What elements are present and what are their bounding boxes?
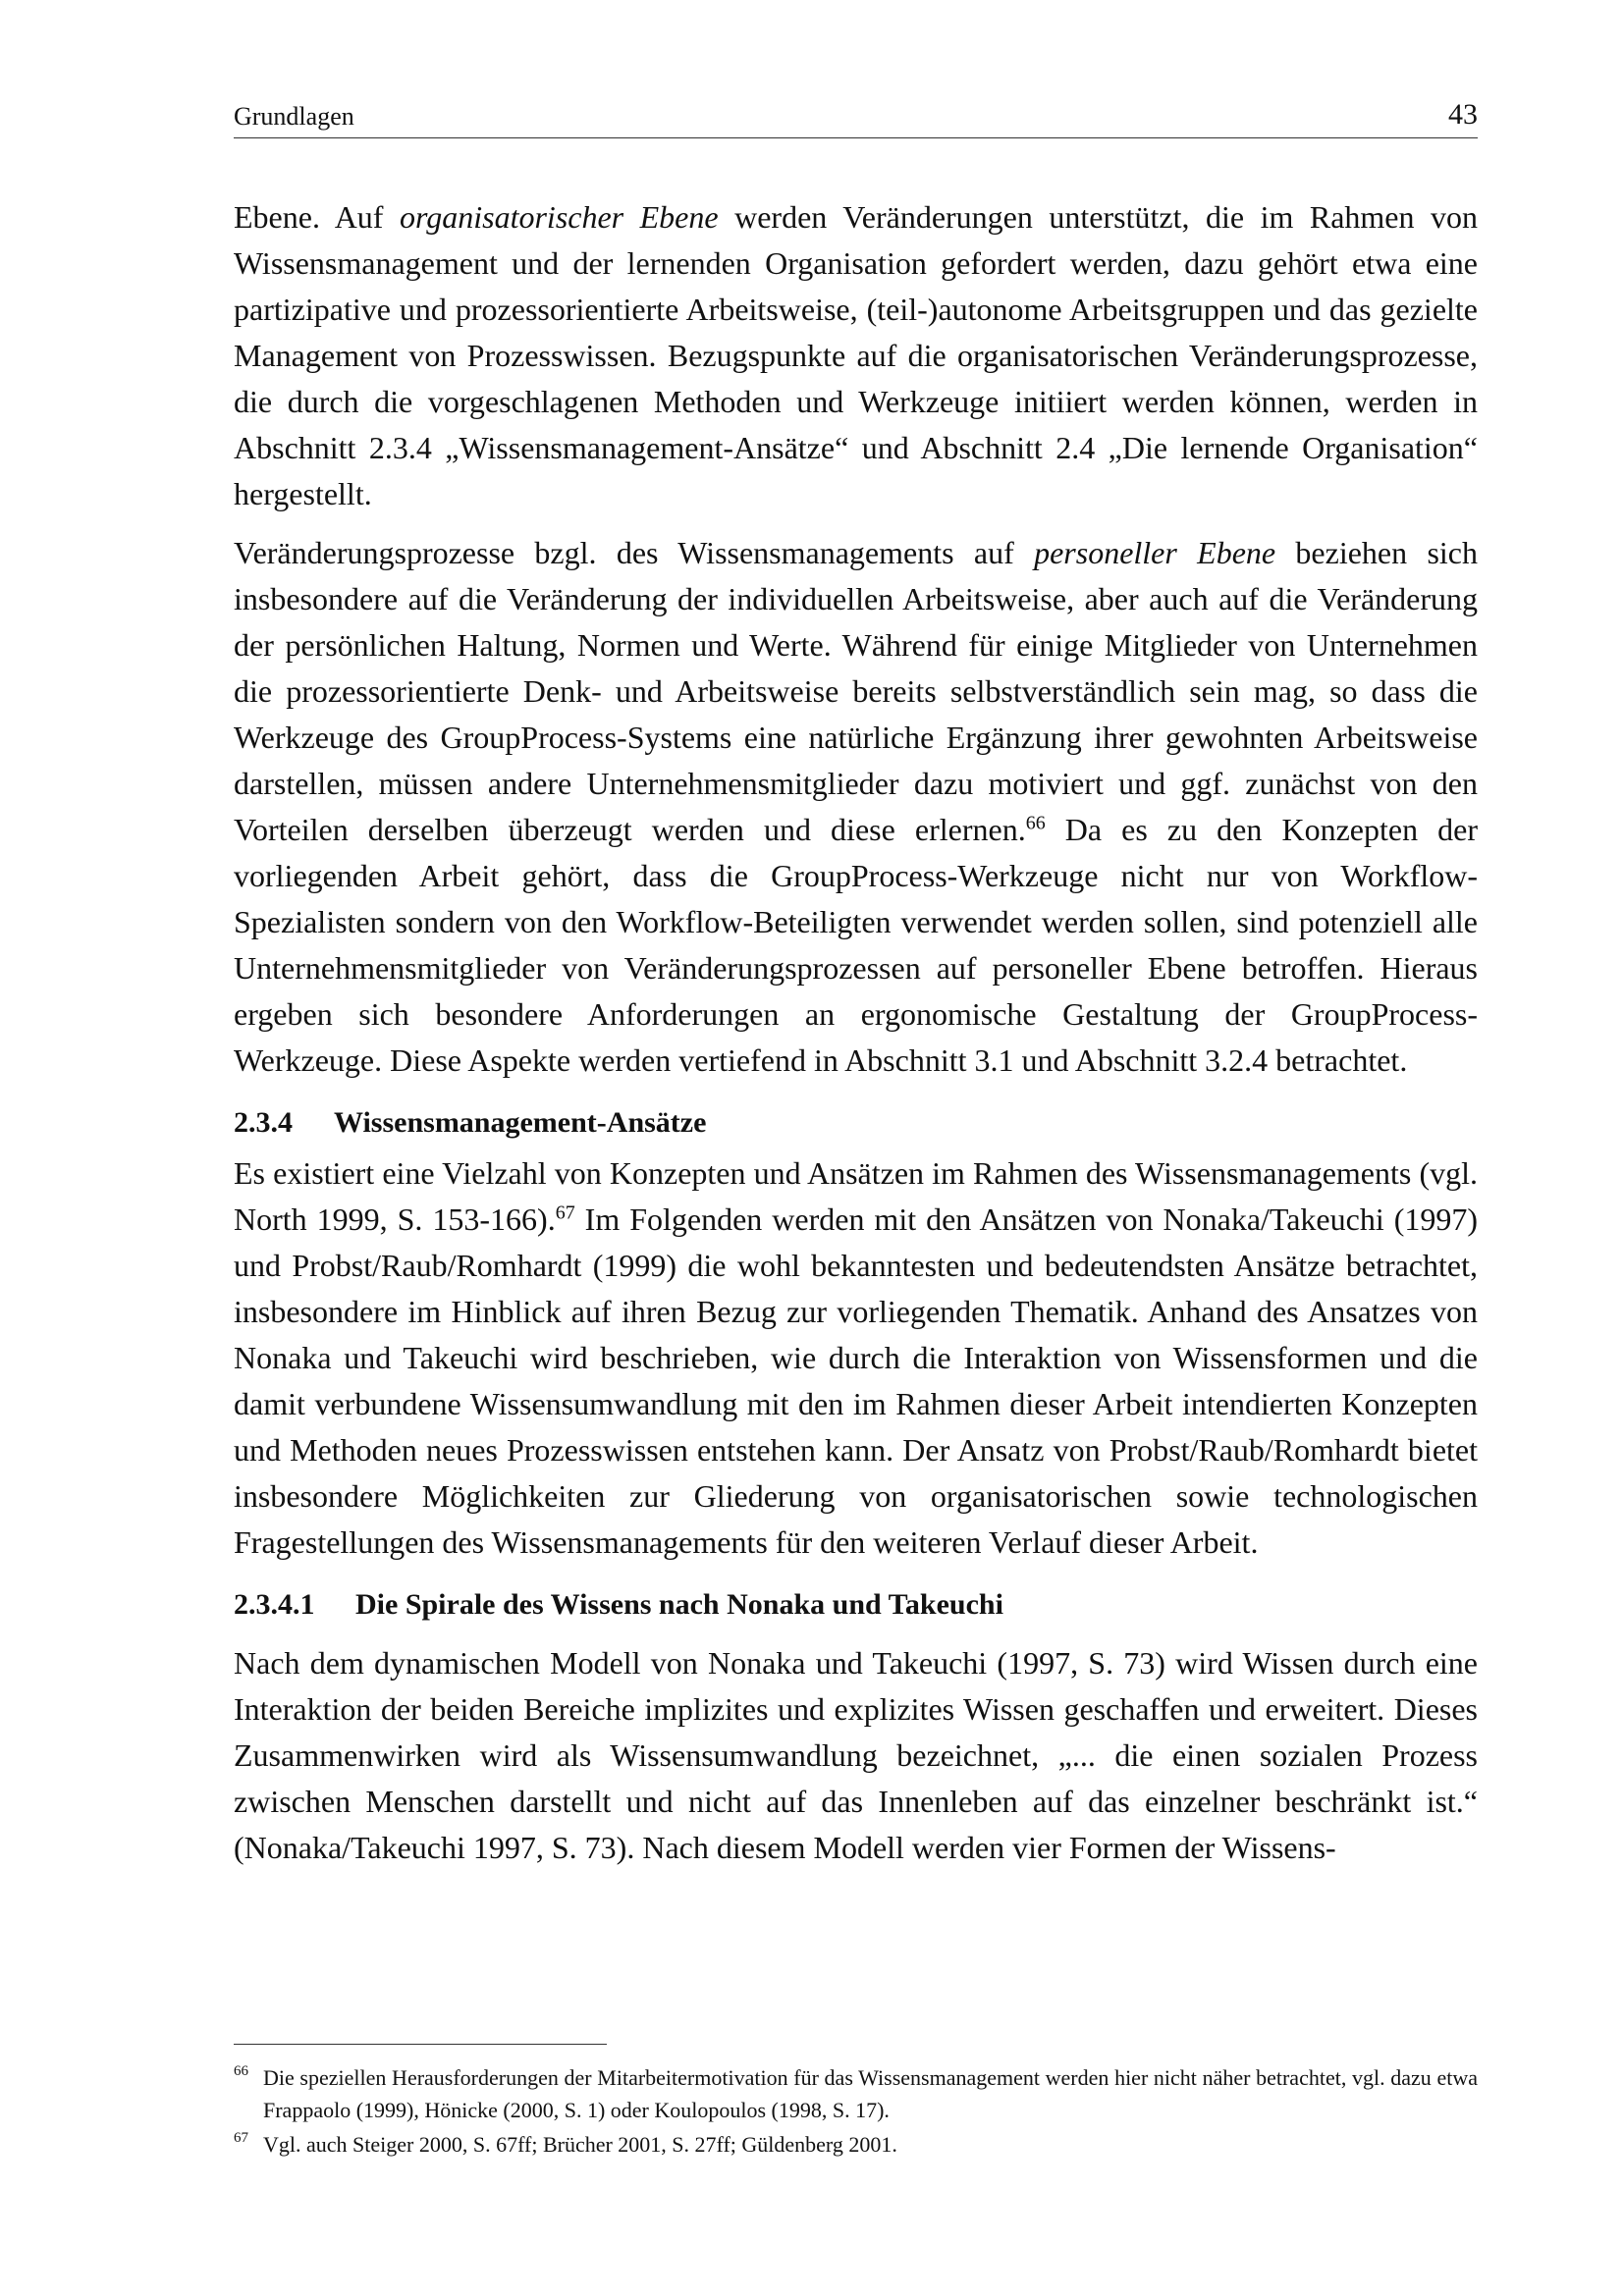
text-run: Veränderungsprozesse bzgl. des Wissensmanagements auf: [234, 535, 1035, 570]
text-run: Es existiert eine Vielzahl von Konzepten und Ansätzen im Rahmen des Wissensmanagements (vgl. North 1999, S. 153-166).: [234, 1155, 1478, 1237]
body-text: [234, 194, 1478, 1884]
section-heading: [234, 1101, 1478, 1145]
page-number: 43: [1448, 98, 1478, 131]
text-run: Im Folgenden werden mit den Ansätzen von Nonaka/Takeuchi (1997) und Probst/Raub/Romhardt (1999) die wohl bekanntesten und bedeutendsten Ansätze betrachtet, insbesondere im Hinblick auf ihren Bezug zur vorliegenden Thematik. Anhand des Ansatzes von Nonaka und Takeuchi wird beschrieben, wie durch die Interaktion von Wissensformen und die damit verbundene Wissensumwandlung mit den im Rahmen dieser Arbeit intendierten Konzepten und Methoden neues Prozesswissen entstehen kann. Der Ansatz von Probst/Raub/Romhardt bietet insbesondere Möglichkeiten zur Gliederung von organisatorischen sowie technologischen Fragestellungen des Wissensmanagements für den weiteren Verlauf dieser Arbeit.: [234, 1201, 1479, 1560]
paragraph-approaches: [234, 1150, 1478, 1566]
emphasis: personeller Ebene: [1034, 535, 1276, 570]
emphasis: organisatorischer Ebene: [399, 199, 719, 235]
footnote-text: Vgl. auch Steiger 2000, S. 67ff; Brücher 2001, S. 27ff; Güldenberg 2001.: [263, 2132, 897, 2157]
footnote-ref-66[interactable]: 66: [1025, 812, 1046, 834]
footnote-ref-67[interactable]: 67: [555, 1201, 575, 1224]
section-title: Wissensmanagement-Ansätze: [334, 1106, 707, 1139]
subsection-number: 2.3.4.1: [234, 1588, 315, 1621]
footnotes: [234, 2061, 1478, 2163]
text-run: Da es zu den Konzepten der vorliegenden Arbeit gehört, dass die GroupProcess-Werkzeuge nicht nur von Workflow-Spezialisten sondern von den Workflow-Beteiligten verwendet werden sollen, sind potenziell alle Unternehmensmitglieder von Veränderungsprozessen auf personeller Ebene betroffen. Hieraus ergeben sich besondere Anforderungen an ergonomische Gestaltung der GroupProcess-Werkzeuge. Diese Aspekte werden vertiefend in Abschnitt 3.1 und Abschnitt 3.2.4 betrachtet.: [234, 812, 1478, 1078]
running-header: [234, 98, 1478, 138]
footnote-mark: 67: [234, 2130, 248, 2146]
section-number: 2.3.4: [234, 1106, 293, 1139]
footnote-text: Die speziellen Herausforderungen der Mitarbeitermotivation für das Wissensmanagement werden hier nicht näher betrachtet, vgl. dazu etwa Frappaolo (1999), Hönicke (2000, S. 1) oder Koulopoulos (1998, S. 17).: [263, 2065, 1478, 2122]
text-run: Ebene. Auf: [234, 199, 400, 235]
footnote-mark: 66: [234, 2063, 248, 2079]
footnote-67: [234, 2128, 1478, 2161]
paragraph-nonaka-model: Nach dem dynamischen Modell von Nonaka und Takeuchi (1997, S. 73) wird Wissen durch eine Interaktion der beiden Bereiche implizites und explizites Wissen geschaffen und erweitert. Dieses Zusammenwirken wird als Wissensumwandlung bezeichnet, „... die einen sozialen Prozess zwischen Menschen darstellt und nicht auf das Innenleben auf das einzelner beschränkt ist.“ (Nonaka/Takeuchi 1997, S. 73). Nach diesem Modell werden vier Formen der Wissens-: [234, 1645, 1478, 1865]
subsection-title: Die Spirale des Wissens nach Nonaka und Takeuchi: [355, 1588, 1003, 1621]
chapter-title: Grundlagen: [234, 102, 354, 131]
paragraph-personnel-level: [234, 530, 1478, 1084]
text-run: werden Veränderungen unterstützt, die im Rahmen von Wissensmanagement und der lernenden Organisation gefordert werden, dazu gehört etwa eine partizipative und prozessorientierte Arbeitsweise, (teil-)autonome Arbeitsgruppen und das gezielte Management von Prozesswissen. Bezugspunkte auf die organisatorischen Veränderungsprozesse, die durch die vorgeschlagenen Methoden und Werkzeuge initiiert werden können, werden in Abschnitt 2.3.4 „Wissensmanagement-Ansätze“ und Abschnitt 2.4 „Die lernende Organisation“ hergestellt.: [234, 199, 1479, 511]
paragraph-organisational-level: [234, 194, 1478, 517]
text-run: beziehen sich insbesondere auf die Veränderung der individuellen Arbeitsweise, aber auch auf die Veränderung der persönlichen Haltung, Normen und Werte. Während für einige Mitglieder von Unternehmen die prozessorientierte Denk- und Arbeitsweise bereits selbstverständlich sein mag, so dass die Werkzeuge des GroupProcess-Systems eine natürliche Ergänzung ihrer gewohnten Arbeitsweise darstellen, müssen andere Unternehmensmitglieder dazu motiviert und ggf. zunächst von den Vorteilen derselben überzeugt werden und diese erlernen.: [234, 535, 1479, 847]
footnote-separator: [234, 2044, 607, 2045]
subsection-heading: [234, 1583, 1478, 1627]
footnote-66: [234, 2061, 1478, 2126]
